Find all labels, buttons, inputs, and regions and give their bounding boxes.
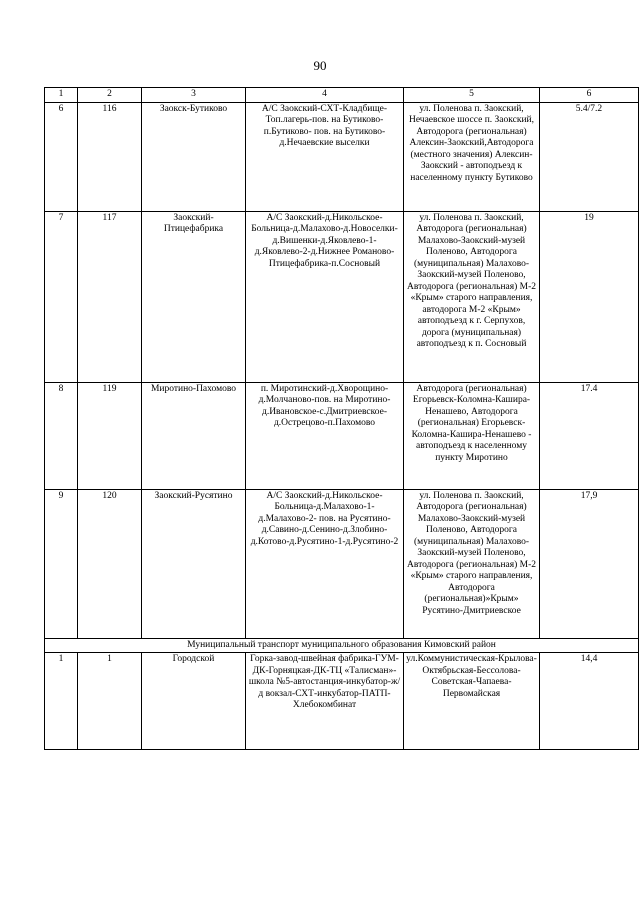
route-distance: 14,4	[540, 653, 639, 750]
route-number: 1	[45, 653, 78, 750]
table-row	[45, 653, 639, 750]
routes-table	[44, 87, 639, 750]
route-distance: 17.4	[540, 382, 639, 489]
route-number: 7	[45, 211, 78, 382]
route-roads: ул. Поленова п. Заокский, Нечаевское шоссе п. Заокский, Автодорога (региональная) Алексин-Заокский,Автодорога (местного значения) Алексин-Заокский - автоподъезд к населенному пункту Бутиково	[404, 102, 540, 211]
header-cell: 4	[246, 88, 404, 103]
table-header-row	[45, 88, 639, 103]
route-name: Заокский-Русятино	[142, 489, 246, 638]
route-roads: ул. Поленова п. Заокский, Автодорога (региональная) Малахово-Заокский-музей Поленово, Автодорога (муниципальная) Малахово-Заокский-музей Поленово, Автодорога (региональная) М-2 «Крым» старого направления, автодорога М-2 «Крым» автоподъезд к г. Серпухов, дорога (муниципальная) автоподъезд к п. Сосновый	[404, 211, 540, 382]
route-name: Заокский-Птицефабрика	[142, 211, 246, 382]
route-code: 117	[78, 211, 142, 382]
route-name: Заокск-Бутиково	[142, 102, 246, 211]
route-stops: Горка-завод-швейная фабрика-ГУМ-ДК-Горняцкая-ДК-ТЦ «Талисман»-школа №5-автостанция-инкубатор-ж/д вокзал-СХТ-инкубатор-ПАТП-Хлебокомбинат	[246, 653, 404, 750]
route-name: Миротино-Пахомово	[142, 382, 246, 489]
route-roads: ул. Поленова п. Заокский, Автодорога (региональная) Малахово-Заокский-музей Поленово, Автодорога (муниципальная) Малахово-Заокский-музей Поленово, Автодорога (региональная) М-2 «Крым» старого направления, Автодорога (региональная)»Крым» Русятино-Дмитриевское	[404, 489, 540, 638]
route-number: 9	[45, 489, 78, 638]
route-number: 8	[45, 382, 78, 489]
header-cell: 3	[142, 88, 246, 103]
table-row	[45, 382, 639, 489]
route-code: 116	[78, 102, 142, 211]
route-stops: А/С Заокский-д.Никольское- Больница-д.Малахово-д.Новоселки-д.Вишенки-д.Яковлево-1-д.Яковлево-2-д.Нижнее Романово-Птицефабрика-п.Сосновый	[246, 211, 404, 382]
section-title: Муниципальный транспорт муниципального образования Кимовский район	[45, 638, 639, 653]
route-roads: Автодорога (региональная) Егорьевск-Коломна-Кашира-Ненашево, Автодорога (региональная) Егорьевск-Коломна-Кашира-Ненашево - автоподъезд к населенному пункту Миротино	[404, 382, 540, 489]
header-cell: 6	[540, 88, 639, 103]
route-distance: 5.4/7.2	[540, 102, 639, 211]
header-cell: 1	[45, 88, 78, 103]
route-code: 119	[78, 382, 142, 489]
route-stops: А/С Заокский-д.Никольское-Больница-д.Малахово-1-д.Малахово-2- пов. на Русятино-д.Савино-д.Сенино-д.Злобино-д.Котово-д.Русятино-1-д.Русятино-2	[246, 489, 404, 638]
header-cell: 2	[78, 88, 142, 103]
route-number: 6	[45, 102, 78, 211]
route-stops: А/С Заокский-СХТ-Кладбище-Топ.лагерь-пов. на Бутиково-п.Бутиково- пов. на Бутиково- д.Нечаевские выселки	[246, 102, 404, 211]
table-row	[45, 489, 639, 638]
route-name: Городской	[142, 653, 246, 750]
route-code: 1	[78, 653, 142, 750]
header-cell: 5	[404, 88, 540, 103]
route-stops: п. Миротинский-д.Хворощино-д.Молчаново-пов. на Миротино-д.Ивановское-с.Дмитриевское-д.Острецово-п.Пахомово	[246, 382, 404, 489]
page-number: 90	[313, 58, 327, 73]
route-code: 120	[78, 489, 142, 638]
table-row	[45, 211, 639, 382]
table-row	[45, 102, 639, 211]
route-distance: 17,9	[540, 489, 639, 638]
route-roads: ул.Коммунистическая-Крылова-Октябрьская-Бессолова-Советская-Чапаева-Первомайская	[404, 653, 540, 750]
section-row	[45, 638, 639, 653]
route-distance: 19	[540, 211, 639, 382]
